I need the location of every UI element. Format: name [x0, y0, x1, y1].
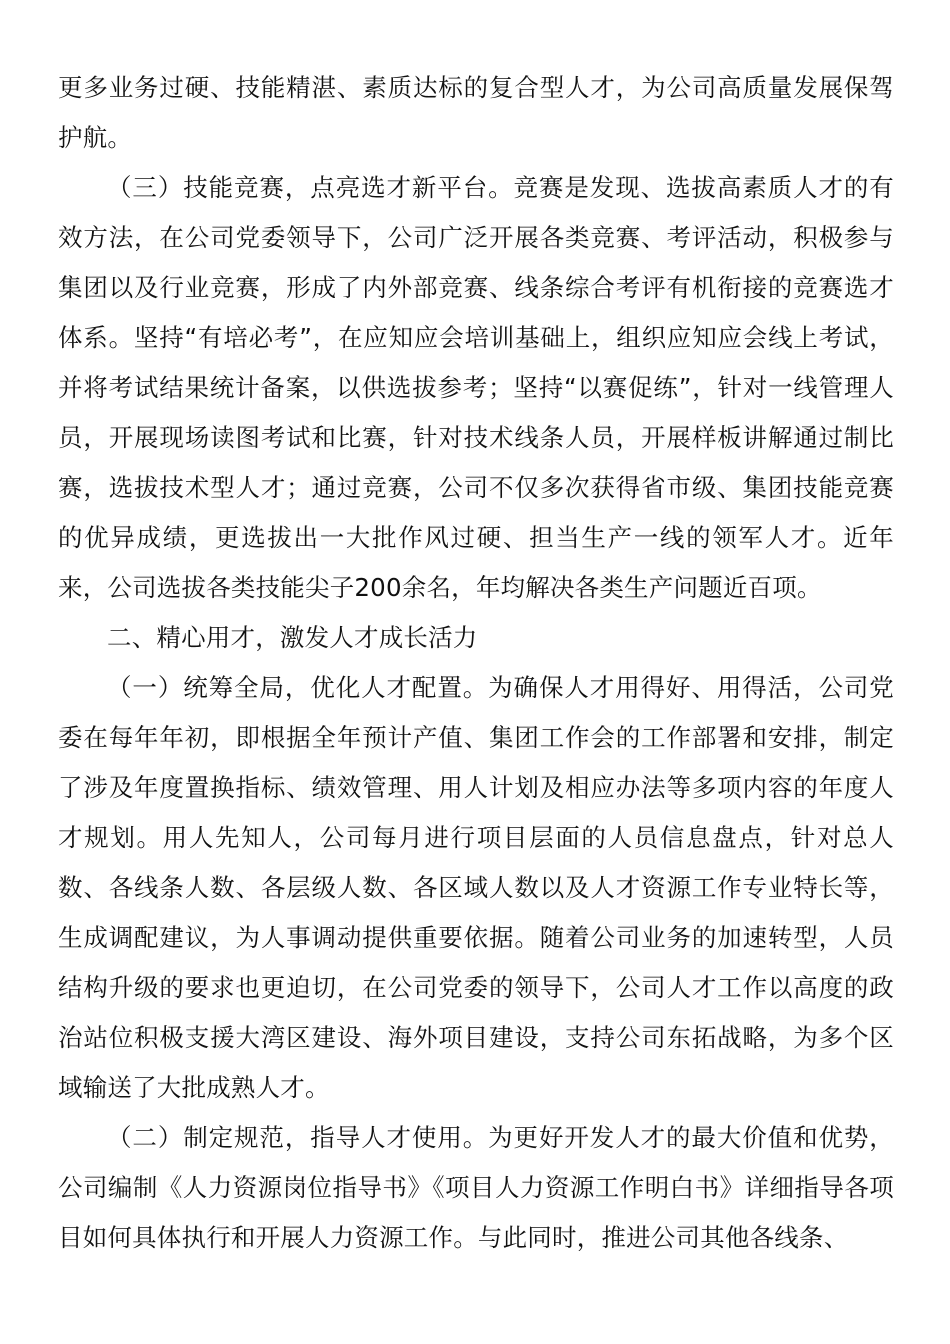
paragraph-talent-norms: （二）制定规范，指导人才使用。为更好开发人才的最大价值和优势，公司编制《人力资源岗位指导书》《项目人力资源工作明白书》详细指导各项目如何具体执行和开展人力资源工作。与此同时，推进公司其他各线条、 — [58, 1123, 894, 1252]
section-heading-talent-use: 二、精心用才，激发人才成长活力 — [107, 623, 478, 652]
paragraph-talent-allocation: （一）统筹全局，优化人才配置。为确保人才用得好、用得活，公司党委在每年年初，即根据全年预计产值、集团工作会的工作部署和安排，制定了涉及年度置换指标、绩效管理、用人计划及相应办法等多项内容的年度人才规划。用人先知人，公司每月进行项目层面的人员信息盘点，针对总人数、各线条人数、各层级人数、各区域人数以及人才资源工作专业特长等，生成调配建议，为人事调动提供重要依据。随着公司业务的加速转型，人员结构升级的要求也更迫切，在公司党委的领导下，公司人才工作以高度的政治站位积极支援大湾区建设、海外项目建设，支持公司东拓战略，为多个区域输送了大批成熟人才。 — [58, 673, 894, 1102]
paragraph-continuation: 更多业务过硬、技能精湛、素质达标的复合型人才，为公司高质量发展保驾护航。 — [58, 73, 894, 152]
paragraph-skill-competition: （三）技能竞赛，点亮选才新平台。竞赛是发现、选拔高素质人才的有效方法，在公司党委领导下，公司广泛开展各类竞赛、考评活动，积极参与集团以及行业竞赛，形成了内外部竞赛、线条综合考评有机衔接的竞赛选才体系。坚持“有培必考”，在应知应会培训基础上，组织应知应会线上考试，并将考试结果统计备案，以供选拔参考；坚持“以赛促练”，针对一线管理人员，开展现场读图考试和比赛，针对技术线条人员，开展样板讲解通过制比赛，选拔技术型人才；通过竞赛，公司不仅多次获得省市级、集团技能竞赛的优异成绩，更选拔出一大批作风过硬、担当生产一线的领军人才。近年来，公司选拔各类技能尖子200余名，年均解决各类生产问题近百项。 — [58, 173, 894, 602]
document-body — [58, 63, 894, 1263]
